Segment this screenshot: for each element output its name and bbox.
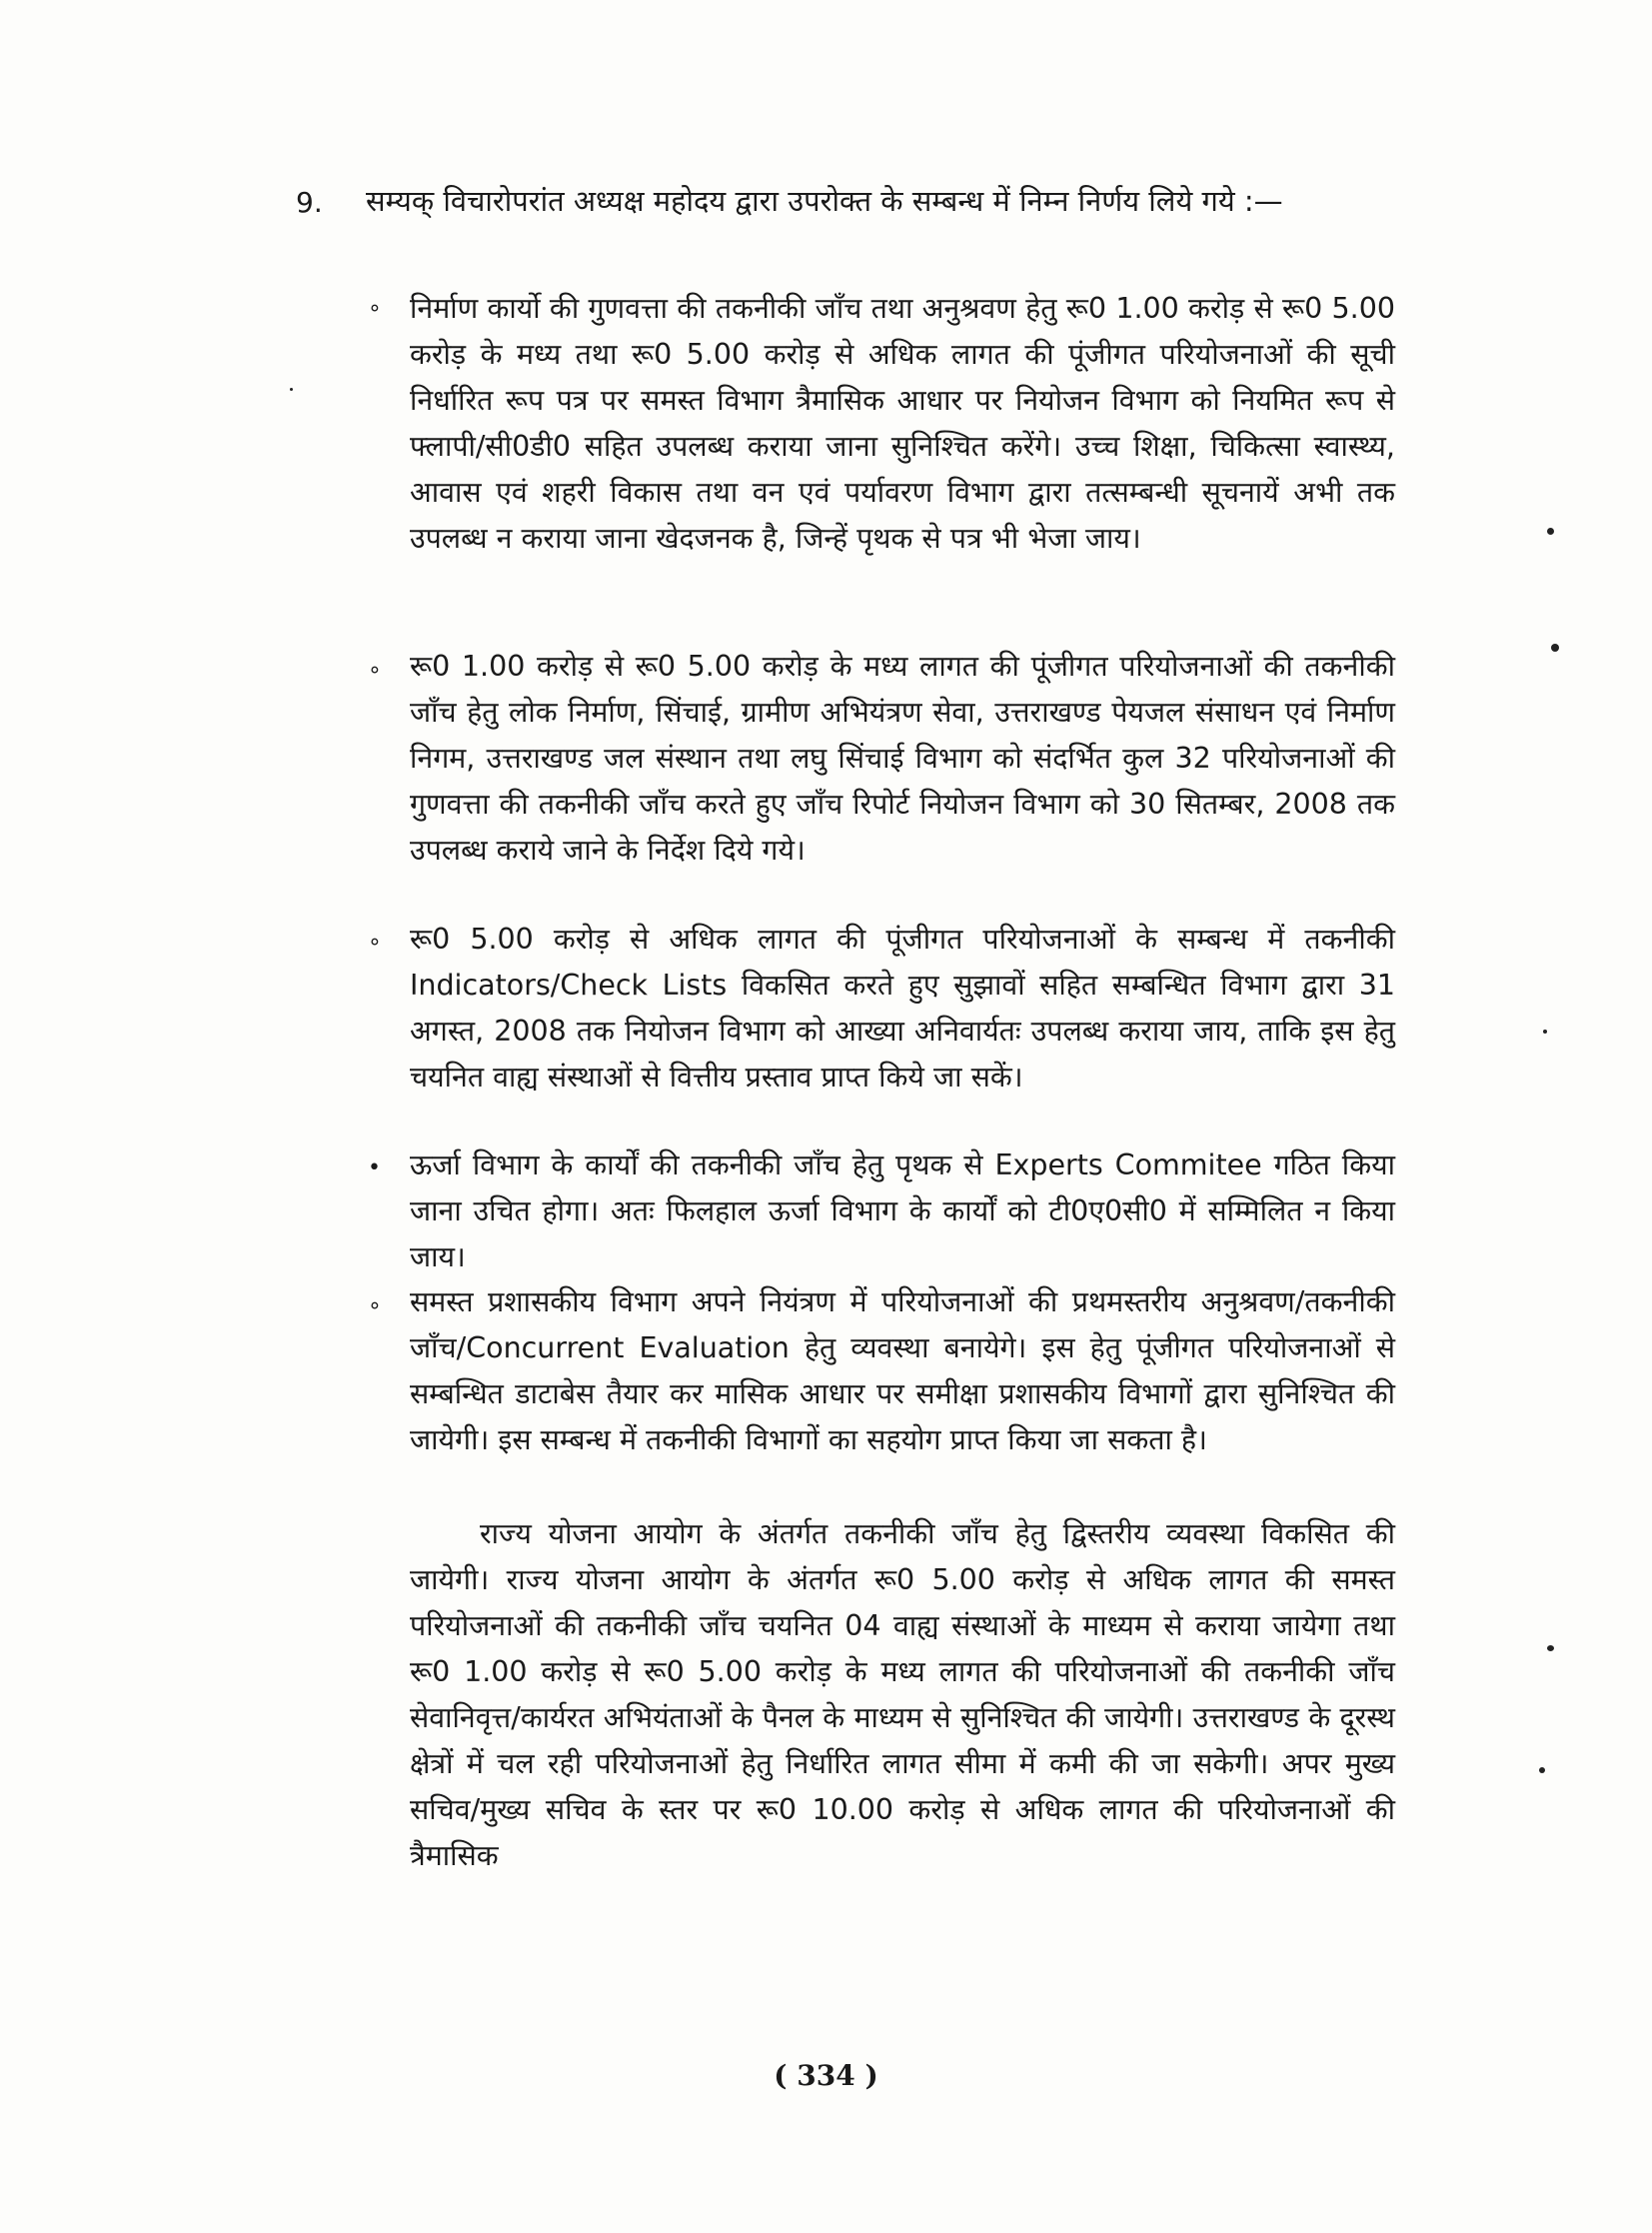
bullet-item-1: निर्माण कार्यो की गुणवत्ता की तकनीकी जाँच तथा अनुश्रवण हेतु रू0 1.00 करोड़ से रू0 5.00 करोड़ के मध्य तथा रू0 5.00 करोड़ से अधिक लागत की पूंजीगत परियोजनाओं की सूची निर्धारित रूप पत्र पर समस्त विभाग त्रैमासिक आधार पर नियोजन विभाग को नियमित रूप से फ्लापी/सी0डी0 सहित उपलब्ध कराया जाना सुनिश्चित करेंगे। उच्च शिक्षा, चिकित्सा स्वास्थ्य, आवास एवं शहरी विकास तथा वन एवं पर्यावरण विभाग द्वारा तत्सम्बन्धी सूचनायें अभी तक उपलब्ध न कराया जाना खेदजनक है, जिन्हें पृथक से पत्र भी भेजा जाय।	[410, 292, 1395, 555]
bullet-marker: ∘	[368, 930, 382, 955]
paragraph-intro: सम्यक् विचारोपरांत अध्यक्ष महोदय द्वारा उपरोक्त के सम्बन्ध में निम्न निर्णय लिये गये :—	[366, 184, 1283, 218]
scan-speck	[1547, 1645, 1554, 1651]
scan-speck	[1539, 1767, 1545, 1773]
bullet-item-3: रू0 5.00 करोड़ से अधिक लागत की पूंजीगत परियोजनाओं के सम्बन्ध में तकनीकी Indicators/Check Lists विकसित करते हुए सुझावों सहित सम्बन्धित विभाग द्वारा 31 अगस्त, 2008 तक नियोजन विभाग को आख्या अनिवार्यतः उपलब्ध कराया जाय, ताकि इस हेतु चयनित वाह्य संस्थाओं से वित्तीय प्रस्ताव प्राप्त किये जा सकें।	[410, 923, 1395, 1094]
bullet-item-5: समस्त प्रशासकीय विभाग अपने नियंत्रण में परियोजनाओं की प्रथमस्तरीय अनुश्रवण/तकनीकी जाँच/Concurrent Evaluation हेतु व्यवस्था बनायेगे। इस हेतु पूंजीगत परियोजनाओं से सम्बन्धित डाटाबेस तैयार कर मासिक आधार पर समीक्षा प्रशासकीय विभागों द्वारा सुनिश्चित की जायेगी। इस सम्बन्ध में तकनीकी विभागों का सहयोग प्राप्त किया जा सकता है।	[410, 1285, 1395, 1456]
scan-speck	[1551, 644, 1559, 652]
scan-speck	[1543, 1030, 1547, 1034]
bullet-marker: ∘	[368, 658, 382, 683]
continuation-paragraph: राज्य योजना आयोग के अंतर्गत तकनीकी जाँच हेतु द्विस्तरीय व्यवस्था विकसित की जायेगी। राज्य योजना आयोग के अंतर्गत रू0 5.00 करोड़ से अधिक लागत की समस्त परियोजनाओं की तकनीकी जाँच चयनित 04 वाह्य संस्थाओं के माध्यम से कराया जायेगा तथा रू0 1.00 करोड़ से रू0 5.00 करोड़ के मध्य लागत की परियोजनाओं की तकनीकी जाँच सेवानिवृत्त/कार्यरत अभियंताओं के पैनल के माध्यम से सुनिश्चित की जायेगी। उत्तराखण्ड के दूरस्थ क्षेत्रों में चल रही परियोजनाओं हेतु निर्धारित लागत सीमा में कमी की जा सकेगी। अपर मुख्य सचिव/मुख्य सचिव के स्तर पर रू0 10.00 करोड़ से अधिक लागत की परियोजनाओं की त्रैमासिक	[410, 1517, 1395, 1872]
bullet-item-2: रू0 1.00 करोड़ से रू0 5.00 करोड़ के मध्य लागत की पूंजीगत परियोजनाओं की तकनीकी जाँच हेतु लोक निर्माण, सिंचाई, ग्रामीण अभियंत्रण सेवा, उत्तराखण्ड पेयजल संसाधन एवं निर्माण निगम, उत्तराखण्ड जल संस्थान तथा लघु सिंचाई विभाग को संदर्भित कुल 32 परियोजनाओं की गुणवत्ता की तकनीकी जाँच करते हुए जाँच रिपोर्ट नियोजन विभाग को 30 सितम्बर, 2008 तक उपलब्ध कराये जाने के निर्देश दिये गये।	[410, 650, 1395, 867]
bullet-marker: ∘	[368, 296, 382, 321]
scan-speck	[1547, 528, 1554, 535]
page-number: ( 334 )	[774, 2059, 878, 2092]
scan-speck	[290, 388, 293, 391]
bullet-item-4: ऊर्जा विभाग के कार्यों की तकनीकी जाँच हेतु पृथक से Experts Commitee गठित किया जाना उचित होगा। अतः फिलहाल ऊर्जा विभाग के कार्यों को टी0ए0सी0 में सम्मिलित न किया जाय।	[410, 1148, 1395, 1273]
paragraph-number: 9.	[296, 186, 323, 219]
bullet-marker: ∘	[368, 1293, 382, 1318]
bullet-marker: •	[368, 1155, 381, 1180]
